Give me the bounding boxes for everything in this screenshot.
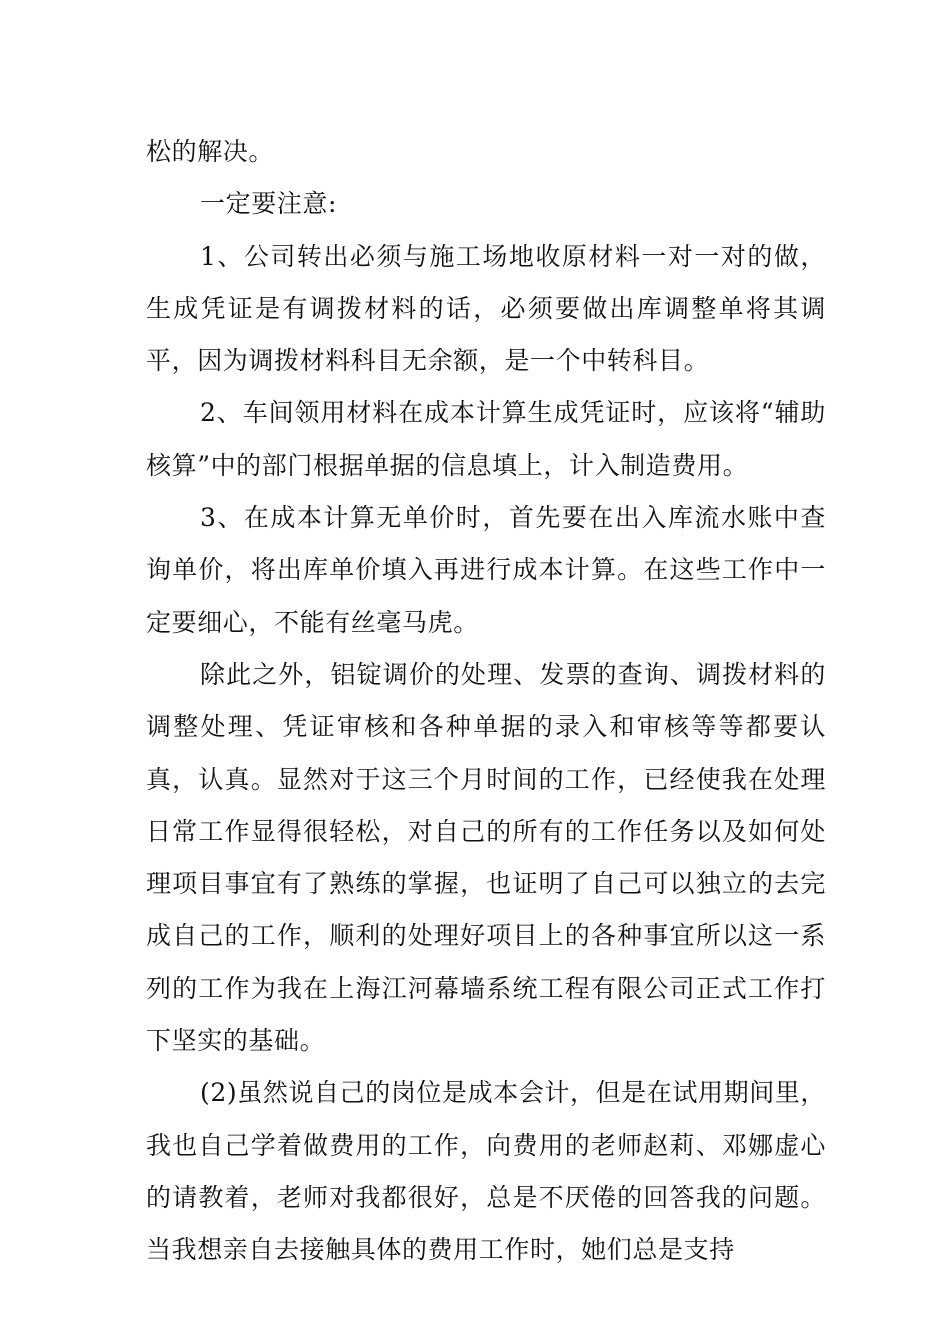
document-body [146,126,826,1277]
paragraph-item-2: 2、车间领用材料在成本计算生成凭证时，应该将“辅助核算”中的部门根据单据的信息填上，计入制造费用。 [146,398,826,480]
paragraph-attention-heading: 一定要注意: [200,189,338,219]
paragraph-section-2: (2)虽然说自己的岗位是成本会计，但是在试用期间里，我也自己学着做费用的工作，向费用的老师赵莉、邓娜虚心的请教着，老师对我都很好，总是不厌倦的回答我的问题。当我想亲自去接触具体的费用工作时，她们总是支持 [146,1078,827,1265]
paragraph-additional-work: 除此之外，铝锭调价的处理、发票的查询、调拨材料的调整处理、凭证审核和各种单据的录入和审核等等都要认真，认真。显然对于这三个月时间的工作，已经使我在处理日常工作显得很轻松，对自己的所有的工作任务以及如何处理项目事宜有了熟练的掌握，也证明了自己可以独立的去完成自己的工作，顺利的处理好项目上的各种事宜所以这一系列的工作为我在上海江河幕墙系统工程有限公司正式工作打下坚实的基础。 [146,659,826,1056]
paragraph-continuation: 松的解决。 [146,137,275,166]
paragraph-item-3: 3、在成本计算无单价时，首先要在出入库流水账中查询单价，将出库单价填入再进行成本计算。在这些工作中一定要细心，不能有丝毫马虎。 [146,503,826,637]
paragraph-item-1: 1、公司转出必须与施工场地收原材料一对一对的做，生成凭证是有调拨材料的话，必须要做出库调整单将其调平，因为调拨材料科目无余额，是一个中转科目。 [146,241,826,376]
